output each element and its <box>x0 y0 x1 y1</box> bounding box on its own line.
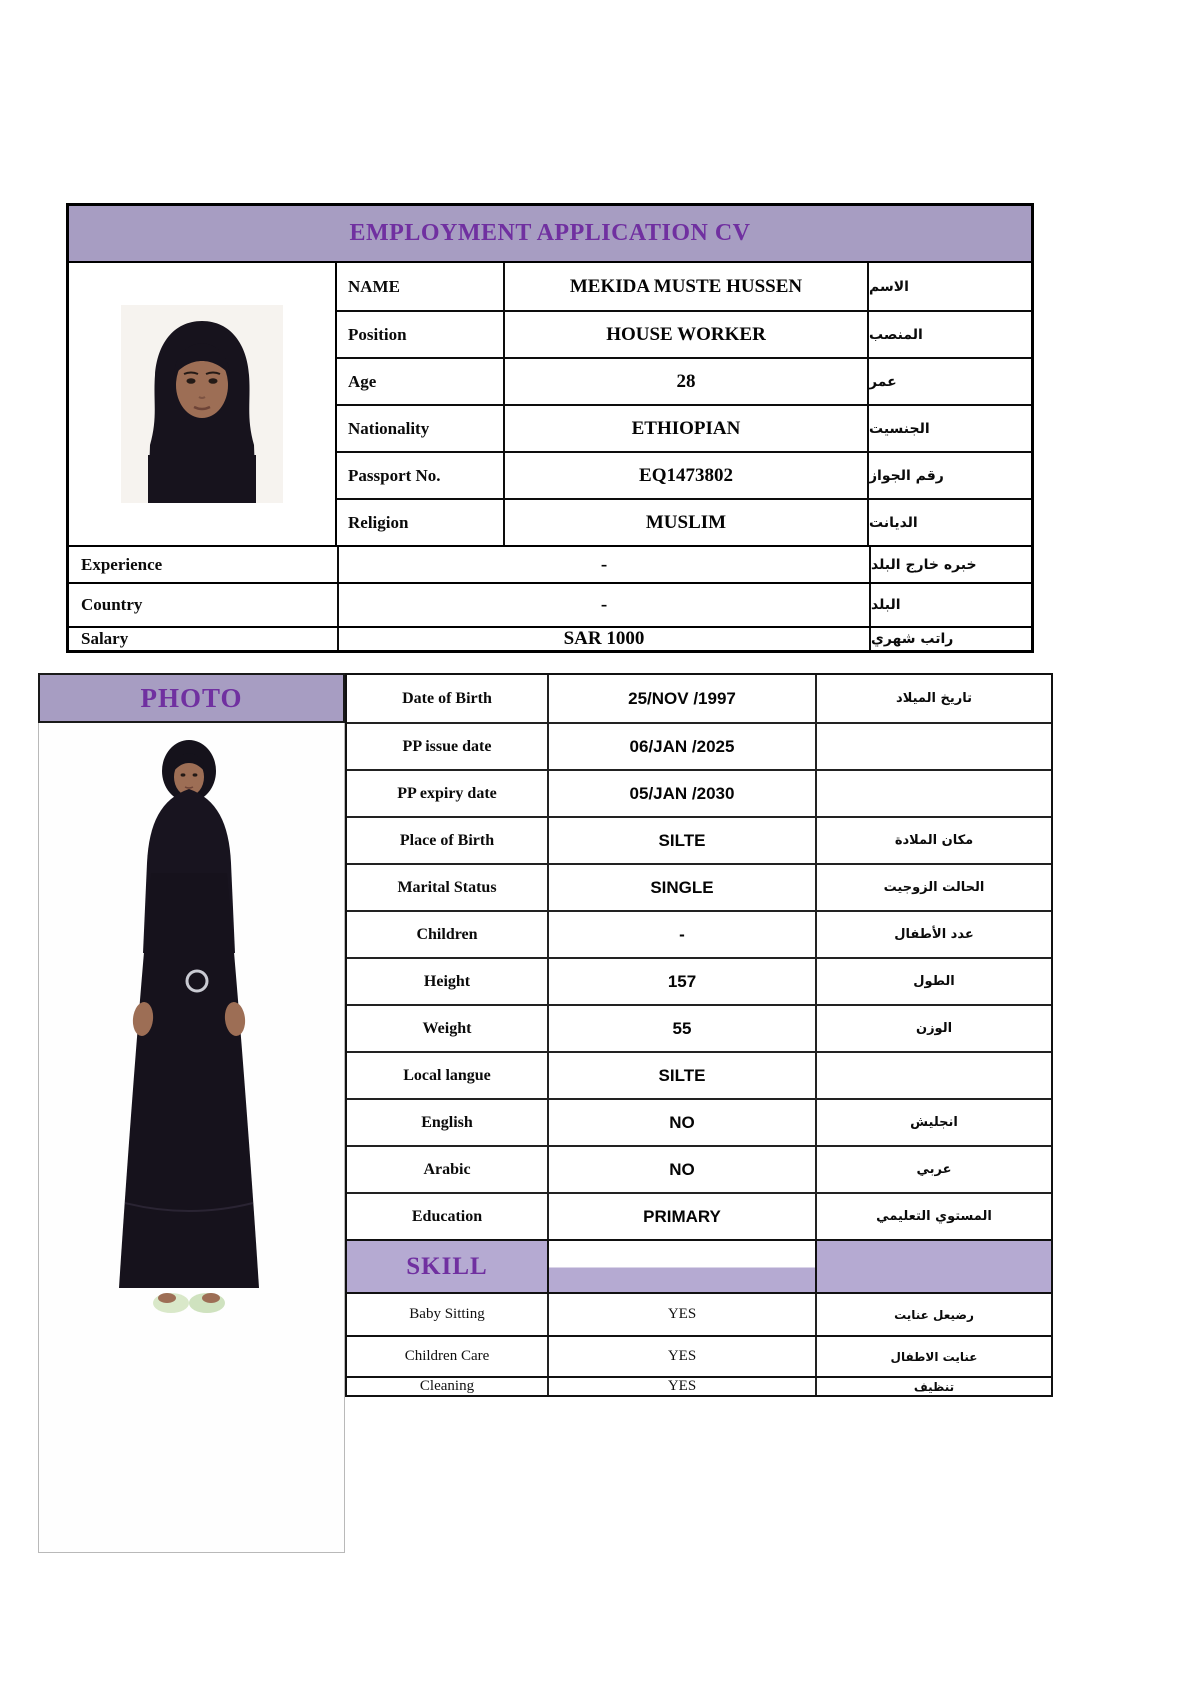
details-table <box>345 673 1053 1397</box>
field-value: - <box>547 912 815 957</box>
field-value: SINGLE <box>547 865 815 910</box>
table-row <box>337 498 1031 545</box>
photo-section-title: PHOTO <box>140 682 243 713</box>
skill-value: YES <box>547 1337 815 1376</box>
skill-value: YES <box>547 1378 815 1395</box>
table-row <box>347 1145 1051 1192</box>
field-value: NO <box>547 1100 815 1145</box>
field-label: Position <box>348 324 407 344</box>
field-label-arabic: عمر <box>867 359 1031 404</box>
field-label-arabic: عربي <box>815 1147 1051 1192</box>
table-row <box>69 582 1031 626</box>
field-label: Height <box>423 972 471 990</box>
field-value: SILTE <box>547 1053 815 1098</box>
skill-section-header <box>347 1239 1051 1292</box>
field-label: Place of Birth <box>399 831 495 849</box>
field-value: ETHIOPIAN <box>503 406 867 451</box>
field-label: Education <box>411 1207 483 1225</box>
field-value: 25/NOV /1997 <box>547 675 815 722</box>
field-label-arabic: الديانت <box>867 500 1031 545</box>
summary-rows <box>69 545 1031 650</box>
field-value: MUSLIM <box>503 500 867 545</box>
field-label: Passport No. <box>348 465 441 485</box>
field-label-arabic: انجليش <box>815 1100 1051 1145</box>
table-row <box>337 310 1031 357</box>
table-row <box>337 357 1031 404</box>
table-row <box>347 1192 1051 1239</box>
table-row <box>347 1004 1051 1051</box>
skill-header-band-arabic <box>815 1241 1051 1292</box>
skill-value: YES <box>547 1294 815 1335</box>
field-label-arabic: الحالت الزوجيت <box>815 865 1051 910</box>
skill-label-arabic: رضيعل عنايت <box>815 1294 1051 1335</box>
field-label: Nationality <box>348 418 430 438</box>
field-value: NO <box>547 1147 815 1192</box>
field-label: PP issue date <box>402 737 492 755</box>
skill-section-title: SKILL <box>406 1252 488 1280</box>
field-value: - <box>337 584 869 626</box>
field-value: MEKIDA MUSTE HUSSEN <box>503 263 867 310</box>
details-rows <box>347 675 1051 1239</box>
field-label: Arabic <box>423 1160 471 1178</box>
table-row <box>337 263 1031 310</box>
field-label-arabic: مكان الملادة <box>815 818 1051 863</box>
field-label: Country <box>81 595 143 614</box>
table-row <box>347 957 1051 1004</box>
applicant-portrait-photo <box>121 305 283 503</box>
field-label: Local langue <box>403 1066 491 1084</box>
table-row <box>69 545 1031 582</box>
field-label: Weight <box>422 1019 472 1037</box>
table-row <box>347 1292 1051 1335</box>
employment-application-table <box>66 203 1034 653</box>
field-label-arabic: المستوي التعليمي <box>815 1194 1051 1239</box>
table-row <box>347 1335 1051 1376</box>
field-label-arabic <box>815 771 1051 816</box>
field-label: Date of Birth <box>402 689 492 707</box>
fullbody-illustration <box>39 723 344 1551</box>
field-label-arabic <box>815 724 1051 769</box>
table-row <box>347 1376 1051 1395</box>
table-row <box>347 910 1051 957</box>
field-value: 157 <box>547 959 815 1004</box>
table-row <box>347 863 1051 910</box>
applicant-fullbody-photo <box>38 723 345 1553</box>
field-label-arabic: راتب شهري <box>869 628 1031 650</box>
field-value: SAR 1000 <box>337 628 869 650</box>
field-label-arabic: خبره خارج البلد <box>869 547 1031 582</box>
field-label-arabic <box>815 1053 1051 1098</box>
table-row <box>347 1098 1051 1145</box>
field-value: EQ1473802 <box>503 453 867 498</box>
skill-header-band <box>547 1241 815 1292</box>
field-label-arabic: الاسم <box>867 263 1031 310</box>
field-label: PP expiry date <box>397 784 497 802</box>
table-row <box>347 816 1051 863</box>
field-value: 06/JAN /2025 <box>547 724 815 769</box>
field-value: HOUSE WORKER <box>503 312 867 357</box>
table-row <box>347 1051 1051 1098</box>
field-value: 05/JAN /2030 <box>547 771 815 816</box>
personal-info-section <box>69 263 1031 545</box>
field-label-arabic: الطول <box>815 959 1051 1004</box>
field-label: NAME <box>348 276 400 296</box>
field-label: Religion <box>348 512 409 532</box>
field-label: Marital Status <box>397 878 497 896</box>
field-value: - <box>337 547 869 582</box>
table-row <box>337 404 1031 451</box>
portrait-photo-cell <box>69 263 337 545</box>
skill-label-arabic: تنظيف <box>815 1378 1051 1395</box>
table-row <box>69 626 1031 650</box>
skill-label: Cleaning <box>419 1378 475 1394</box>
skill-label: Baby Sitting <box>409 1306 485 1322</box>
photo-section-header <box>38 673 345 723</box>
field-label-arabic: رقم الجواز <box>867 453 1031 498</box>
table-row <box>347 722 1051 769</box>
field-label-arabic: الجنسيت <box>867 406 1031 451</box>
document-title: EMPLOYMENT APPLICATION CV <box>349 220 751 246</box>
table-row <box>347 675 1051 722</box>
field-label: Age <box>348 371 377 391</box>
portrait-illustration <box>121 305 283 503</box>
field-value: SILTE <box>547 818 815 863</box>
field-label: English <box>421 1113 473 1131</box>
skill-rows <box>347 1292 1051 1395</box>
field-label: Experience <box>81 554 163 574</box>
field-label-arabic: الوزن <box>815 1006 1051 1051</box>
skill-label-arabic: عنايت الاطفال <box>815 1337 1051 1376</box>
field-value: PRIMARY <box>547 1194 815 1239</box>
field-label-arabic: المنصب <box>867 312 1031 357</box>
table-row <box>347 769 1051 816</box>
field-label-arabic: البلد <box>869 584 1031 626</box>
field-label: Salary <box>81 629 129 648</box>
table-row <box>337 451 1031 498</box>
skill-header-cell <box>347 1241 547 1292</box>
field-value: 28 <box>503 359 867 404</box>
field-value: 55 <box>547 1006 815 1051</box>
document-title-bar <box>69 206 1031 263</box>
field-label-arabic: عدد الأطفال <box>815 912 1051 957</box>
skill-label: Children Care <box>404 1348 490 1364</box>
field-label: Children <box>416 925 478 943</box>
field-label-arabic: تاريخ الميلاد <box>815 675 1051 722</box>
